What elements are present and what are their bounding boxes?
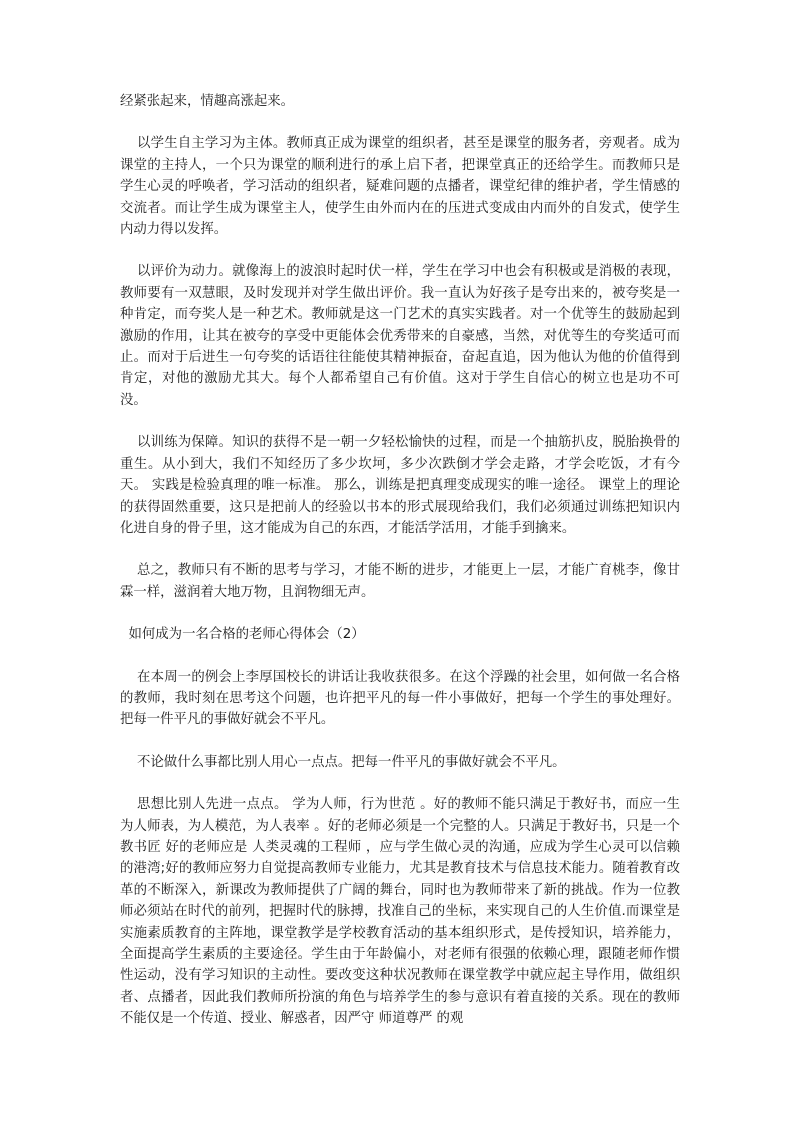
section-subtitle: 如何成为一名合格的老师心得体会（2） [128,627,365,643]
paragraph-evaluation-motivation: 以评价为动力。就像海上的波浪时起时伏一样，学生在学习中也会有积极或是消极的表现，教师要有一双慧眼，及时发现并对学生做出评价。我一直认为好孩子是夸出来的，被夸奖是一种肯定，而夸奖人是一种艺术。教师就是这一门艺术的真实实践者。对一个优等生的鼓励起到激励的作用，让其在被夸的享受中更能体会优秀带来的自豪感，当然，对优等生的夸奖适可而止。而对于后进生一句夸奖的话语往往能使其精神振奋，奋起直追，因为他认为他的价值得到肯定，对他的激励尤其大。每个人都希望自己有价值。这对于学生自信心的树立也是功不可没。 [120,264,680,408]
document-body [120,91,680,1051]
paragraph-student-autonomy: 以学生自主学习为主体。教师真正成为课堂的组织者，甚至是课堂的服务者，旁观者。成为课堂的主持人，一个只为课堂的顺利进行的承上启下者，把课堂真正的还给学生。而教师只是学生心灵的呼唤者，学习活动的组织者，疑难问题的点播者，课堂纪律的维护者，学生情感的交流者。而让学生成为课堂主人，使学生由外而内在的压进式变成由内而外的自发式，使学生内动力得以发挥。 [120,136,680,238]
paragraph-continuation: 经紧张起来，情趣高涨起来。 [120,94,295,109]
paragraph-conclusion: 总之，教师只有不断的思考与学习，才能不断的进步，才能更上一层，才能广育桃李，像甘霖一样，滋润着大地万物，且润物细无声。 [120,563,680,600]
paragraph-advanced-thinking: 思想比别人先进一点点。 学为人师，行为世范 。好的教师不能只满足于教好书，而应一生 为人师表，为人模范，为人表率 。好的老师必须是一个完整的人。只满足于教好书，只是一个 教书匠 好的老师应是 人类灵魂的工程师 ，应与学生做心灵的沟通，应成为学生心灵可以信赖的港湾;好的教师应努力自觉提高教师专业能力，尤其是教育技术与信息技术能力。随着教育改革的不断深入，新课改为教师提供了广阔的舞台，同时也为教师带来了新的挑战。作为一位教师必须站在时代的前列，把握时代的脉搏，找准自己的坐标，来实现自己的人生价值.而课堂是实施素质教育的主阵地，课堂教学是学校教育活动的基本组织形式，是传授知识，培养能力，全面提高学生素质的主要途径。学生由于年龄偏小，对老师有很强的依赖心理，跟随老师作惯性运动，没有学习知识的主动性。要改变这种状况教师在课堂教学中就应起主导作用，做组织者、点播者，因此我们教师所扮演的角色与培养学生的参与意识有着直接的关系。现在的教师不能仅是一个传道、授业、解惑者，因严守 师道尊严 的观 [120,797,680,1027]
paragraph-meeting-reflection: 在本周一的例会上李厚国校长的讲话让我收获很多。在这个浮躁的社会里，如何做一名合格的教师，我时刻在思考这个问题，也许把平凡的每一件小事做好，把每一个学生的事处理好。把每一件平凡的事做好就会不平凡。 [120,669,680,728]
paragraph-training-guarantee: 以训练为保障。知识的获得不是一朝一夕轻松愉快的过程，而是一个抽筋扒皮，脱胎换骨的重生。从小到大，我们不知经历了多少坎坷，多少次跌倒才学会走路，才学会吃饭，才有今天。 实践是检验真理的唯一标准。 那么，训练是把真理变成现实的唯一途径。 课堂上的理论的获得固然重要，这只是把前人的经验以书本的形式展现给我们，我们必须通过训练把知识内化进自身的骨子里，这才能成为自己的东西，才能活学活用，才能手到擒来。 [120,435,680,536]
paragraph-extra-effort: 不论做什么事都比别人用心一点点。把每一件平凡的事做好就会不平凡。 [137,754,566,770]
